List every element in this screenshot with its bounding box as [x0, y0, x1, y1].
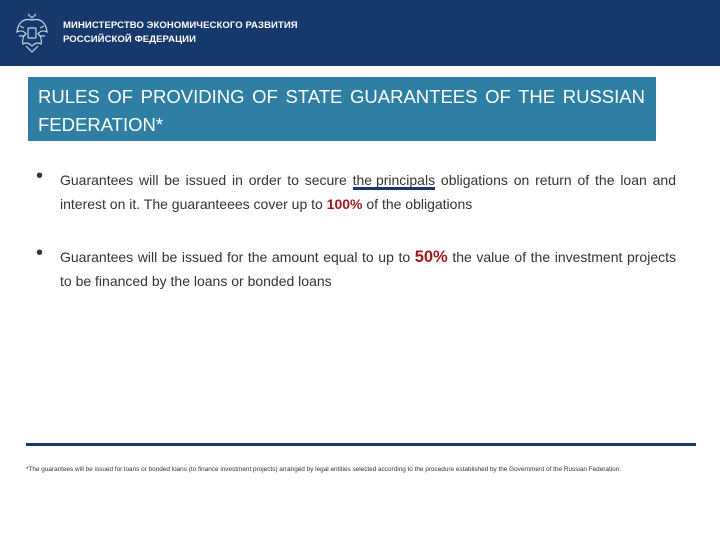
- bullet-text: [60, 168, 676, 216]
- bullet-list: [36, 165, 676, 322]
- bullet-text: [60, 245, 676, 293]
- ministry-name: [63, 19, 298, 47]
- coat-of-arms-icon: [14, 12, 50, 54]
- percentage-highlight: 50%: [414, 248, 448, 266]
- percentage-highlight: 100%: [326, 196, 363, 212]
- underlined-phrase: the principals: [352, 172, 436, 188]
- slide-title: RULES OF PROVIDING OF STATE GUARANTEES OF THE RUSSIAN FEDERATION*: [38, 86, 645, 135]
- bullet-dot-icon: •: [36, 242, 44, 264]
- bullet-item: [36, 165, 676, 216]
- bullet-text-part: obligations on return of the loan and interest on it. The guaranteees cover up to: [60, 172, 676, 212]
- bullet-text-part: Guarantees will be issued in order to secure: [60, 172, 353, 188]
- ministry-name-line1: МИНИСТЕРСТВО ЭКОНОМИЧЕСКОГО РАЗВИТИЯ: [63, 20, 298, 31]
- footnote: *The guarantees will be issued for loans or bonded loans (to finance investment projects) arranged by legal entities selected according to the procedure established by the Government of the Russian Federation.: [26, 466, 622, 473]
- bullet-text-part: of the obligations: [362, 196, 473, 212]
- bullet-item: [36, 242, 676, 293]
- ministry-header: [0, 0, 720, 66]
- ministry-name-line2: РОССИЙСКОЙ ФЕДЕРАЦИИ: [63, 34, 197, 45]
- bullet-text-part: Guarantees will be issued for the amount equal to up to: [60, 249, 415, 265]
- title-banner: [28, 77, 656, 141]
- bullet-text-part: the value of the investment projects to be financed by the loans or bonded loans: [60, 249, 676, 289]
- bullet-dot-icon: •: [36, 165, 44, 187]
- footnote-divider: [26, 443, 696, 446]
